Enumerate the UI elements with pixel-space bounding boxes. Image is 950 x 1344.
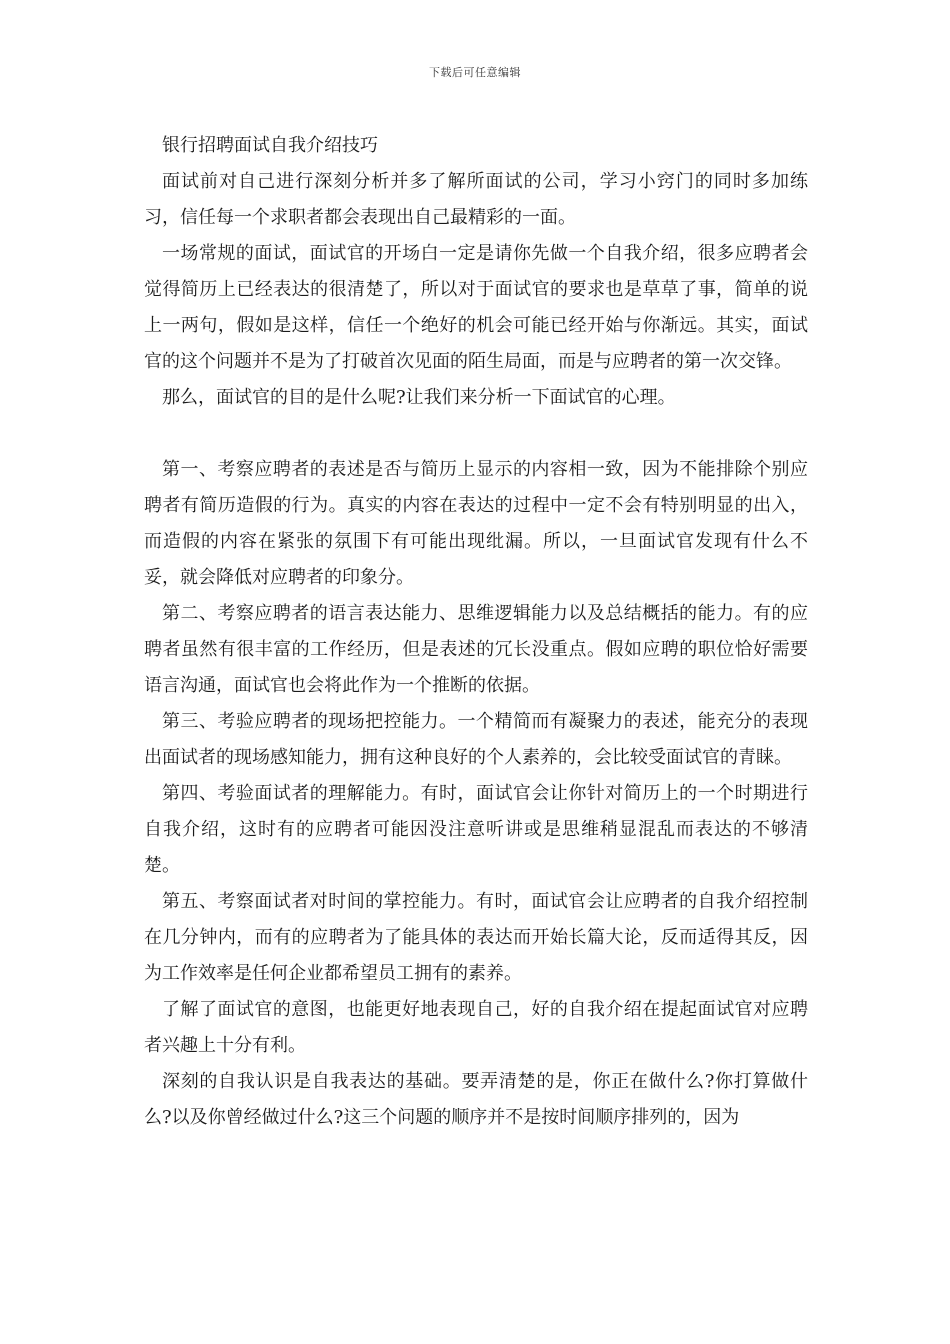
paragraph-point-1: 第一、考察应聘者的表述是否与简历上显示的内容相一致，因为不能排除个别应聘者有简历造假的行为。真实的内容在表达的过程中一定不会有特别明显的出入，而造假的内容在紧张的氛围下有可能出现纰漏。所以，一旦面试官发现有什么不妥，就会降低对应聘者的印象分。 bbox=[144, 459, 808, 588]
paragraph-spacer bbox=[144, 416, 808, 452]
paragraph-point-3: 第三、考验应聘者的现场把控能力。一个精简而有凝聚力的表述，能充分的表现出面试者的现场感知能力，拥有这种良好的个人素养的，会比较受面试官的青睐。 bbox=[144, 711, 808, 768]
paragraph-intro: 面试前对自己进行深刻分析并多了解所面试的公司，学习小窍门的同时多加练习，信任每一个求职者都会表现出自己最精彩的一面。 bbox=[144, 171, 808, 228]
header-note: 下载后可任意编辑 bbox=[429, 66, 521, 79]
document-title: 银行招聘面试自我介绍技巧 bbox=[162, 135, 378, 156]
paragraph-question: 那么，面试官的目的是什么呢?让我们来分析一下面试官的心理。 bbox=[162, 387, 676, 408]
paragraph-point-2: 第二、考察应聘者的语言表达能力、思维逻辑能力以及总结概括的能力。有的应聘者虽然有很丰富的工作经历，但是表述的冗长没重点。假如应聘的职位恰好需要语言沟通，面试官也会将此作为一个推断的依据。 bbox=[144, 603, 808, 696]
paragraph-point-5: 第五、考察面试者对时间的掌控能力。有时，面试官会让应聘者的自我介绍控制在几分钟内，而有的应聘者为了能具体的表达而开始长篇大论，反而适得其反，因为工作效率是任何企业都希望员工拥有的素养。 bbox=[144, 891, 808, 984]
paragraph-self-awareness: 深刻的自我认识是自我表达的基础。要弄清楚的是，你正在做什么?你打算做什么?以及你曾经做过什么?这三个问题的顺序并不是按时间顺序排列的，因为 bbox=[144, 1071, 808, 1128]
paragraph-self-intro: 一场常规的面试，面试官的开场白一定是请你先做一个自我介绍，很多应聘者会觉得简历上已经表达的很清楚了，所以对于面试官的要求也是草草了事，简单的说上一两句，假如是这样，信任一个绝好的机会可能已经开始与你渐远。其实，面试官的这个问题并不是为了打破首次见面的陌生局面，而是与应聘者的第一次交锋。 bbox=[144, 243, 808, 372]
paragraph-understanding: 了解了面试官的意图，也能更好地表现自己，好的自我介绍在提起面试官对应聘者兴趣上十分有利。 bbox=[144, 999, 808, 1056]
document-body bbox=[144, 128, 808, 1136]
paragraph-point-4: 第四、考验面试者的理解能力。有时，面试官会让你针对简历上的一个时期进行自我介绍，这时有的应聘者可能因没注意听讲或是思维稍显混乱而表达的不够清楚。 bbox=[144, 783, 808, 876]
